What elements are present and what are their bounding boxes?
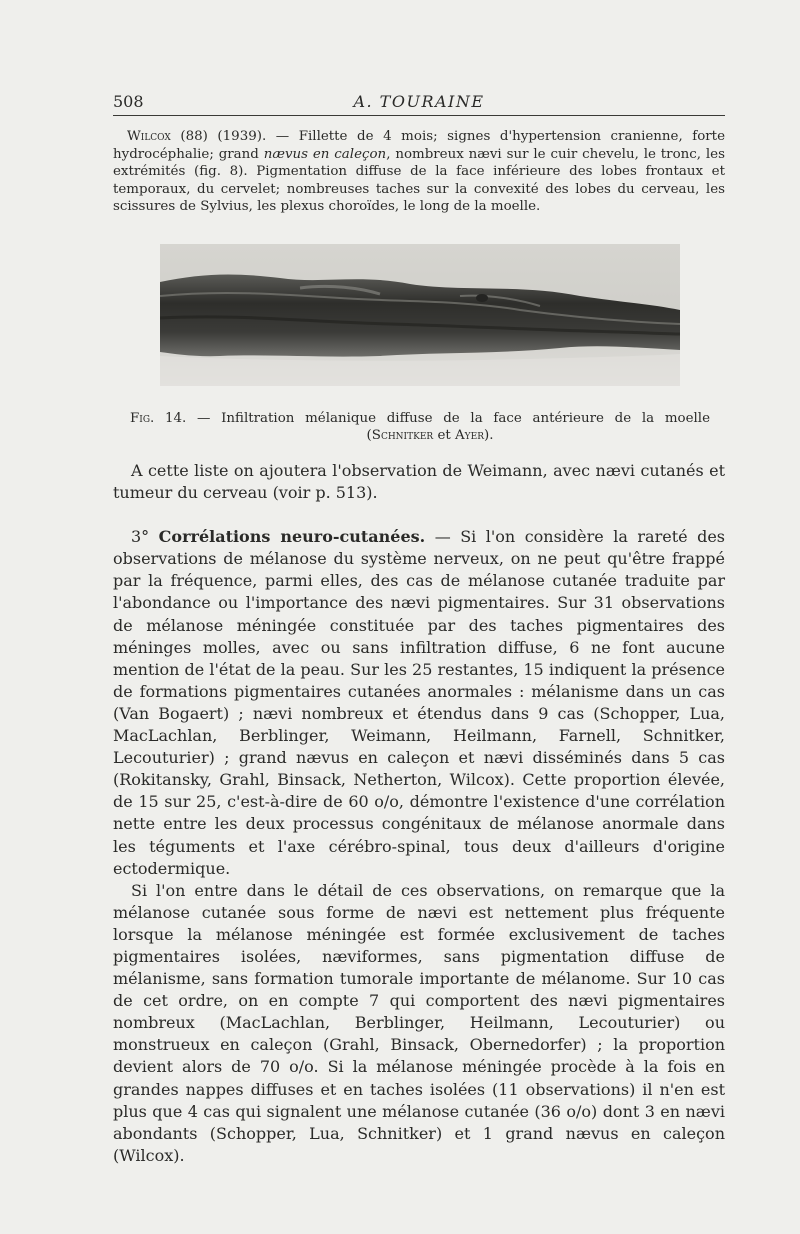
credit-author-1: Schnitker [371,428,434,443]
page-number: 508 [113,92,144,111]
photo-graphic [160,244,680,386]
header-rule [113,115,725,116]
running-title: A. TOURAINE [353,92,485,111]
caption-line [130,410,710,427]
credit-end: ). [483,428,494,443]
case-citation: (88) (1939). — Fillette de 4 mois; signes d'hypertension cranienne, forte hydrocéphalie; grand [113,129,725,162]
spinal-cord-photograph [160,244,680,386]
naevus-term: nævus en caleçon [263,146,387,162]
section-number: 3° [131,527,159,547]
body-text [113,460,725,1167]
wilcox-case-paragraph [113,128,725,216]
case-description: , nombreux nævi sur le cuir chevelu, le tronc, les extrémités (fig. 8). Pigmentation diffuse de la face inférieure des lobes frontaux et temporaux, du cervelet; nombreuses taches sur la convexité des lobes du cerveau, les scissures de Sylvius, les plexus choroïdes, le long de la moelle. [113,146,725,215]
caption-credit: (Schnitker et Ayer). [366,428,494,443]
figure-label: Fig. 14. [130,411,187,426]
credit-author-2: Ayer [455,428,484,443]
figure-caption [130,410,710,444]
author-name: Wilcox [127,129,171,144]
credit-and: et [433,428,456,443]
section-text: — Si l'on considère la rareté des observations de mélanose du système nerveux, on ne peut qu'être frappé par la fréquence, parmi elles, des cas de mélanose cutanée traduite par l'abondance ou l'importance des nævi pigmentaires. Sur 31 observations de mélanose méningée constituée par des taches pigmentaires des méninges molles, avec ou sans infiltration diffuse, 6 ne font aucune mention de l'état de la peau. Sur les 25 restantes, 15 indiquent la présence de formations pigmentaires cutanées anormales : mélanisme dans un cas (Van Bogaert) ; nævi nombreux et étendus dans 9 cas (Schopper, Lua, MacLachlan, Berblinger, Weimann, Heilmann, Farnell, Schnitker, Lecouturier) ; grand nævus en caleçon et nævi disséminés dans 5 cas (Rokitansky, Grahl, Binsack, Netherton, Wilcox). Cette proportion élevée, de 15 sur 25, c'est-à-dire de 60 o/o, démontre l'existence d'une corrélation nette entre les deux processus congénitaux de mélanose anormale dans les téguments et l'axe cérébro-spinal, tous deux d'ailleurs d'origine ectodermique. [113,527,726,878]
caption-text: — Infiltration mélanique diffuse de la face antérieure de la moelle [197,411,710,426]
page-header [113,92,725,116]
paragraph-correlations [113,526,725,880]
section-heading: Corrélations neuro-cutanées. [158,527,426,547]
paragraph-details: Si l'on entre dans le détail de ces observations, on remarque que la mélanose cutanée sous forme de nævi est nettement plus fréquente lorsque la mélanose méningée est formée exclusivement de taches pigmentaires isolées, næviformes, sans pigmentation diffuse de mélanisme, sans formation tumorale importante de mélanome. Sur 10 cas de cet ordre, on en compte 7 qui comportent des nævi pigmentaires nombreux (MacLachlan, Berblinger, Heilmann, Lecouturier) ou monstrueux en caleçon (Grahl, Binsack, Obernedorfer) ; la proportion devient alors de 70 o/o. Si la mélanose méningée procède à la fois en grandes nappes diffuses et en taches isolées (11 observations) il n'en est plus que 4 cas qui signalent une mélanose cutanée (36 o/o) dont 3 en nævi abondants (Schopper, Lua, Schnitker) et 1 grand nævus en caleçon (Wilcox). [113,880,725,1165]
paragraph-weimann: A cette liste on ajoutera l'observation de Weimann, avec nævi cutanés et tumeur du cerveau (voir p. 513). [113,461,725,503]
